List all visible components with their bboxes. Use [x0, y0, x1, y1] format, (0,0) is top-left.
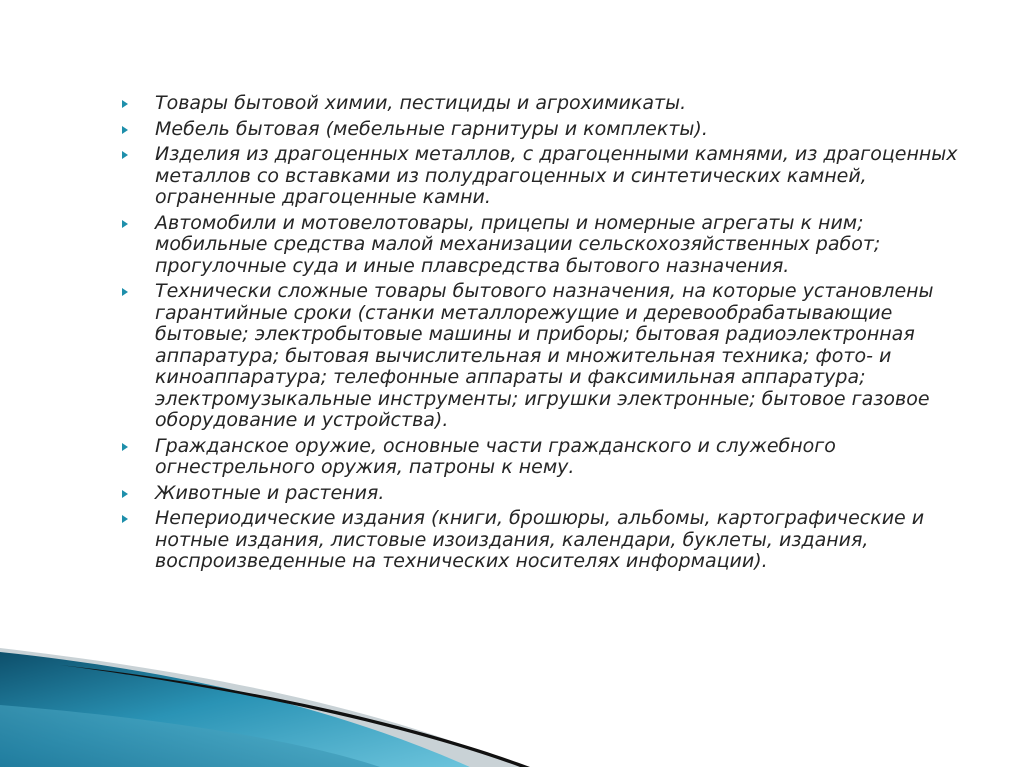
list-item	[118, 144, 968, 209]
triangle-bullet-icon	[122, 220, 128, 228]
triangle-bullet-icon	[122, 100, 128, 108]
list-item-text: Изделия из драгоценных металлов, с драгоценными камнями, из драгоценных металлов со вставками из полудрагоценных и синтетических камней, ограненные драгоценные камни.	[155, 143, 958, 208]
list-item	[118, 213, 968, 278]
list-item	[118, 508, 968, 573]
list-item-text: Животные и растения.	[155, 481, 385, 504]
list-item-text: Автомобили и мотовелотовары, прицепы и номерные агрегаты к ним; мобильные средства малой механизации сельскохозяйственных работ; прогулочные суда и иные плавсредства бытового назначения.	[155, 211, 881, 277]
bullet-list	[118, 93, 968, 577]
triangle-bullet-icon	[122, 515, 128, 523]
triangle-bullet-icon	[122, 151, 128, 159]
list-item-text: Мебель бытовая (мебельные гарнитуры и комплекты).	[155, 117, 708, 140]
list-item-text: Непериодические издания (книги, брошюры, альбомы, картографические и нотные издания, листовые изоиздания, календари, буклеты, издания, воспроизведенные на технических носителях информации).	[155, 507, 925, 572]
triangle-bullet-icon	[122, 288, 128, 296]
list-item-text: Товары бытовой химии, пестициды и агрохимикаты.	[155, 92, 687, 114]
list-item	[118, 93, 968, 115]
triangle-bullet-icon	[122, 490, 128, 498]
triangle-bullet-icon	[122, 126, 128, 134]
list-item	[118, 483, 968, 505]
triangle-bullet-icon	[122, 443, 128, 451]
list-item	[118, 436, 968, 479]
list-item	[118, 281, 968, 432]
list-item	[118, 119, 968, 141]
list-item-text: Технически сложные товары бытового назначения, на которые установлены гарантийные сроки (станки металлорежущие и деревообрабатывающие бытовые; электробытовые машины и приборы; бытовая радиоэлектронная аппаратура; бытовая вычислительная и множительная техника; фото- и киноаппаратура; телефонные аппараты и факсимильная аппаратура; электромузыкальные инструменты; игрушки электронные; бытовое газовое оборудование и устройства).	[155, 280, 934, 431]
list-item-text: Гражданское оружие, основные части гражданского и служебного огнестрельного оружия, патроны к нему.	[155, 434, 836, 478]
